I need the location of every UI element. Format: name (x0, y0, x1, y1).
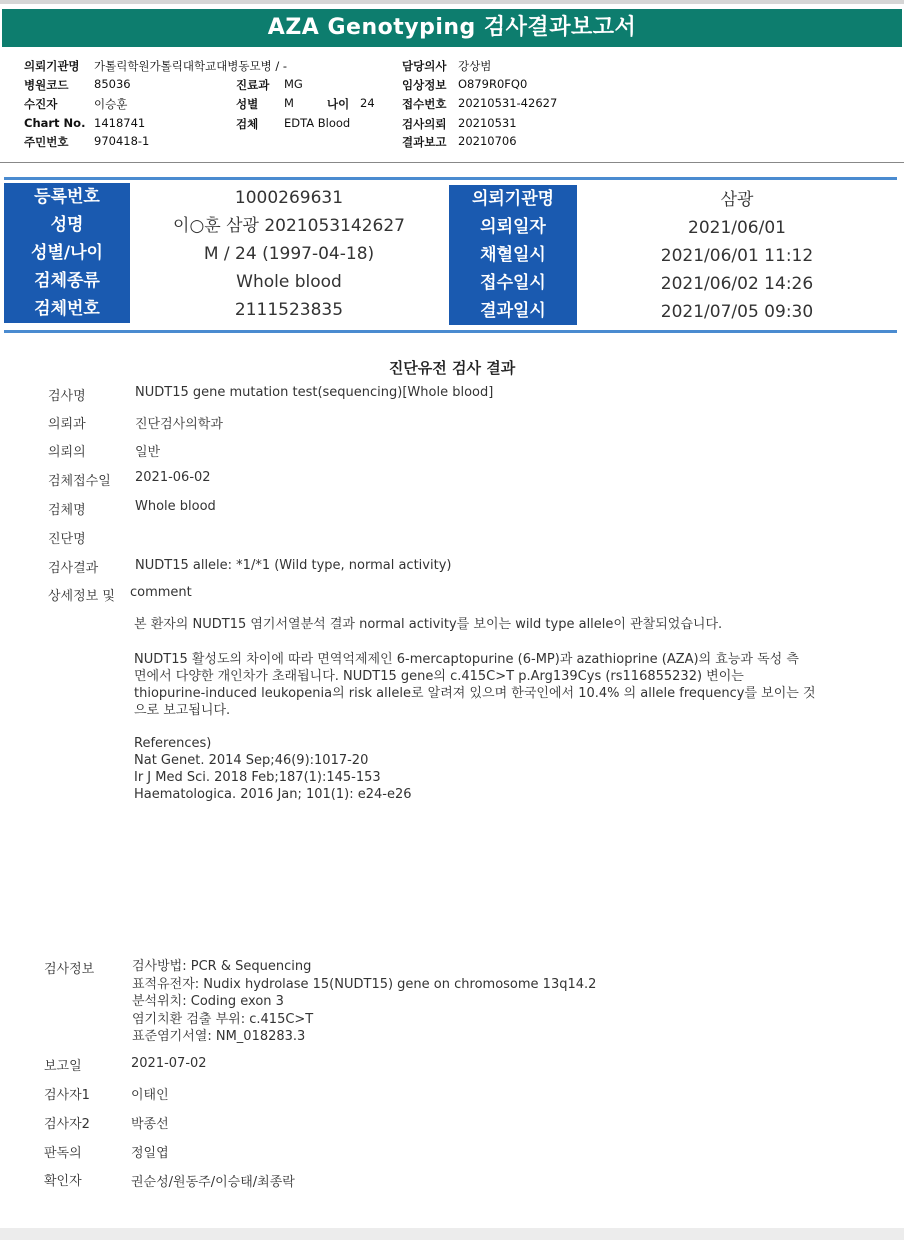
report-date-label: 보고일 (44, 1059, 82, 1074)
value-name: 이○훈 삼광 2021053142627 (173, 216, 405, 236)
result-key: 검체명 (48, 503, 86, 518)
label-collection-time: 채혈일시 (480, 245, 546, 265)
summary-right-labels (449, 185, 577, 325)
comment-line: 면에서 다양한 개인차가 초래됩니다. NUDT15 gene의 c.415C>T p.Arg139Cys (rs116855232) 변이는 (134, 669, 744, 684)
summary-top-rule (4, 177, 897, 180)
comment-line: thiopurine-induced leukopenia의 risk allele로 알려져 있으며 한국인에서 10.4% 의 allele frequency를 보이는 것 (134, 686, 816, 701)
bottom-border (0, 1228, 904, 1240)
hdr-value: 가톨릭학원가톨릭대학교대병동모병 / - (94, 59, 288, 73)
hdr-value: 1418741 (94, 116, 146, 130)
hdr-value: 970418-1 (94, 134, 150, 148)
tester2-value: 박종선 (131, 1117, 169, 1132)
age-value: 24 (360, 96, 375, 110)
hdr-key: 수진자 (24, 97, 58, 111)
label-request-date: 의뢰일자 (480, 217, 546, 237)
result-key: 의뢰과 (48, 417, 86, 432)
value-receipt-time: 2021/06/02 14:26 (660, 274, 814, 294)
summary-bottom-rule (4, 330, 897, 333)
tester1-value: 이태인 (131, 1088, 169, 1103)
hdr-value: M (284, 96, 294, 110)
result-value: Whole blood (135, 499, 216, 514)
test-info-line: 염기치환 검출 부위: c.415C>T (132, 1011, 314, 1027)
hdr-key: 임상정보 (402, 78, 447, 92)
test-info-line: 분석위치: Coding exon 3 (132, 994, 284, 1009)
hdr-key: Chart No. (24, 116, 86, 130)
value-sex-age: M / 24 (1997-04-18) (203, 244, 375, 264)
result-key: 상세정보 및 (48, 589, 115, 604)
header-divider (0, 162, 904, 163)
label-sex-age: 성별/나이 (31, 243, 103, 263)
label-institution: 의뢰기관명 (471, 189, 555, 209)
value-reg-no: 1000269631 (234, 188, 344, 208)
confirmer-value: 권순성/원동주/이승태/최종락 (131, 1175, 295, 1190)
hdr-key: 주민번호 (24, 135, 69, 149)
references (134, 735, 412, 803)
hdr-value: 강상범 (458, 59, 492, 73)
value-specimen-type: Whole blood (236, 272, 342, 292)
result-value: 일반 (135, 445, 161, 460)
reader-label: 판독의 (44, 1146, 82, 1161)
result-key: 의뢰의 (48, 445, 86, 460)
age-label: 나이 (327, 97, 350, 111)
hdr-value: 이승훈 (94, 97, 128, 111)
reader-value: 정일엽 (131, 1146, 169, 1161)
comment-line: 으로 보고됩니다. (134, 703, 231, 718)
hdr-value: 20210706 (458, 134, 517, 148)
hdr-value: EDTA Blood (284, 116, 351, 130)
value-collection-time: 2021/06/01 11:12 (660, 246, 814, 266)
hdr-key: 성별 (236, 97, 259, 111)
value-institution: 삼광 (720, 190, 754, 210)
test-info-line: 검사방법: PCR & Sequencing (132, 959, 312, 974)
comment-paragraph-2 (134, 651, 834, 719)
header-col3 (402, 58, 602, 158)
top-border (0, 0, 904, 4)
test-info-line: 표준염기서열: NM_018283.3 (132, 1029, 306, 1044)
hdr-key: 접수번호 (402, 97, 447, 111)
label-name: 성명 (50, 215, 84, 235)
tester2-label: 검사자2 (44, 1117, 90, 1132)
result-value: NUDT15 allele: *1/*1 (Wild type, normal activity) (135, 558, 452, 573)
hdr-value: 20210531 (458, 116, 517, 130)
hdr-value: 20210531-42627 (458, 96, 558, 110)
report-title: AZA Genotyping 검사결과보고서 (2, 9, 902, 47)
reference-item: Nat Genet. 2014 Sep;46(9):1017-20 (134, 753, 369, 768)
comment-line: NUDT15 활성도의 차이에 따라 면역억제제인 6-mercaptopurine (6-MP)과 azathioprine (AZA)의 효능과 독성 측 (134, 652, 799, 667)
header-col2 (236, 77, 386, 137)
result-value: NUDT15 gene mutation test(sequencing)[Whole blood] (135, 385, 494, 400)
summary-left-labels (4, 183, 130, 323)
result-key: 진단명 (48, 532, 86, 547)
hdr-key: 결과보고 (402, 135, 447, 149)
label-reg-no: 등록번호 (34, 187, 100, 207)
comment-paragraph-1: 본 환자의 NUDT15 염기서열분석 결과 normal activity를 보이는 wild type allele이 관찰되었습니다. (134, 617, 723, 632)
hdr-key: 진료과 (236, 78, 270, 92)
summary-left-values (130, 184, 448, 324)
hdr-value: MG (284, 77, 303, 91)
result-section-title: 진단유전 검사 결과 (388, 359, 516, 377)
report-date-value: 2021-07-02 (131, 1056, 207, 1071)
label-specimen-no: 검체번호 (34, 299, 100, 319)
label-specimen-type: 검체종류 (34, 271, 100, 291)
tester1-label: 검사자1 (44, 1088, 90, 1103)
reference-item: Haematologica. 2016 Jan; 101(1): e24-e26 (134, 787, 412, 802)
hdr-key: 병원코드 (24, 78, 69, 92)
label-receipt-time: 접수일시 (480, 273, 546, 293)
test-info-label: 검사정보 (44, 962, 95, 977)
result-key: 검사명 (48, 389, 86, 404)
result-key: 검사결과 (48, 561, 99, 576)
value-result-time: 2021/07/05 09:30 (660, 302, 814, 322)
summary-right-values (577, 186, 897, 326)
result-key: 검체접수일 (48, 474, 111, 489)
reference-item: Ir J Med Sci. 2018 Feb;187(1):145-153 (134, 770, 381, 785)
result-value: 진단검사의학과 (135, 417, 223, 432)
hdr-key: 의뢰기관명 (24, 59, 80, 73)
result-value: comment (130, 585, 192, 600)
confirmer-label: 확인자 (44, 1174, 82, 1189)
hdr-key: 검사의뢰 (402, 117, 447, 131)
value-request-date: 2021/06/01 (688, 218, 786, 238)
test-info-lines (132, 958, 596, 1046)
value-specimen-no: 2111523835 (234, 300, 344, 320)
references-heading: References) (134, 736, 212, 751)
hdr-value: O879R0FQ0 (458, 77, 528, 91)
hdr-key: 검체 (236, 117, 259, 131)
hdr-value: 85036 (94, 77, 131, 91)
result-value: 2021-06-02 (135, 470, 211, 485)
hdr-key: 담당의사 (402, 59, 447, 73)
test-info-line: 표적유전자: Nudix hydrolase 15(NUDT15) gene on chromosome 13q14.2 (132, 976, 597, 992)
label-result-time: 결과일시 (480, 301, 546, 321)
